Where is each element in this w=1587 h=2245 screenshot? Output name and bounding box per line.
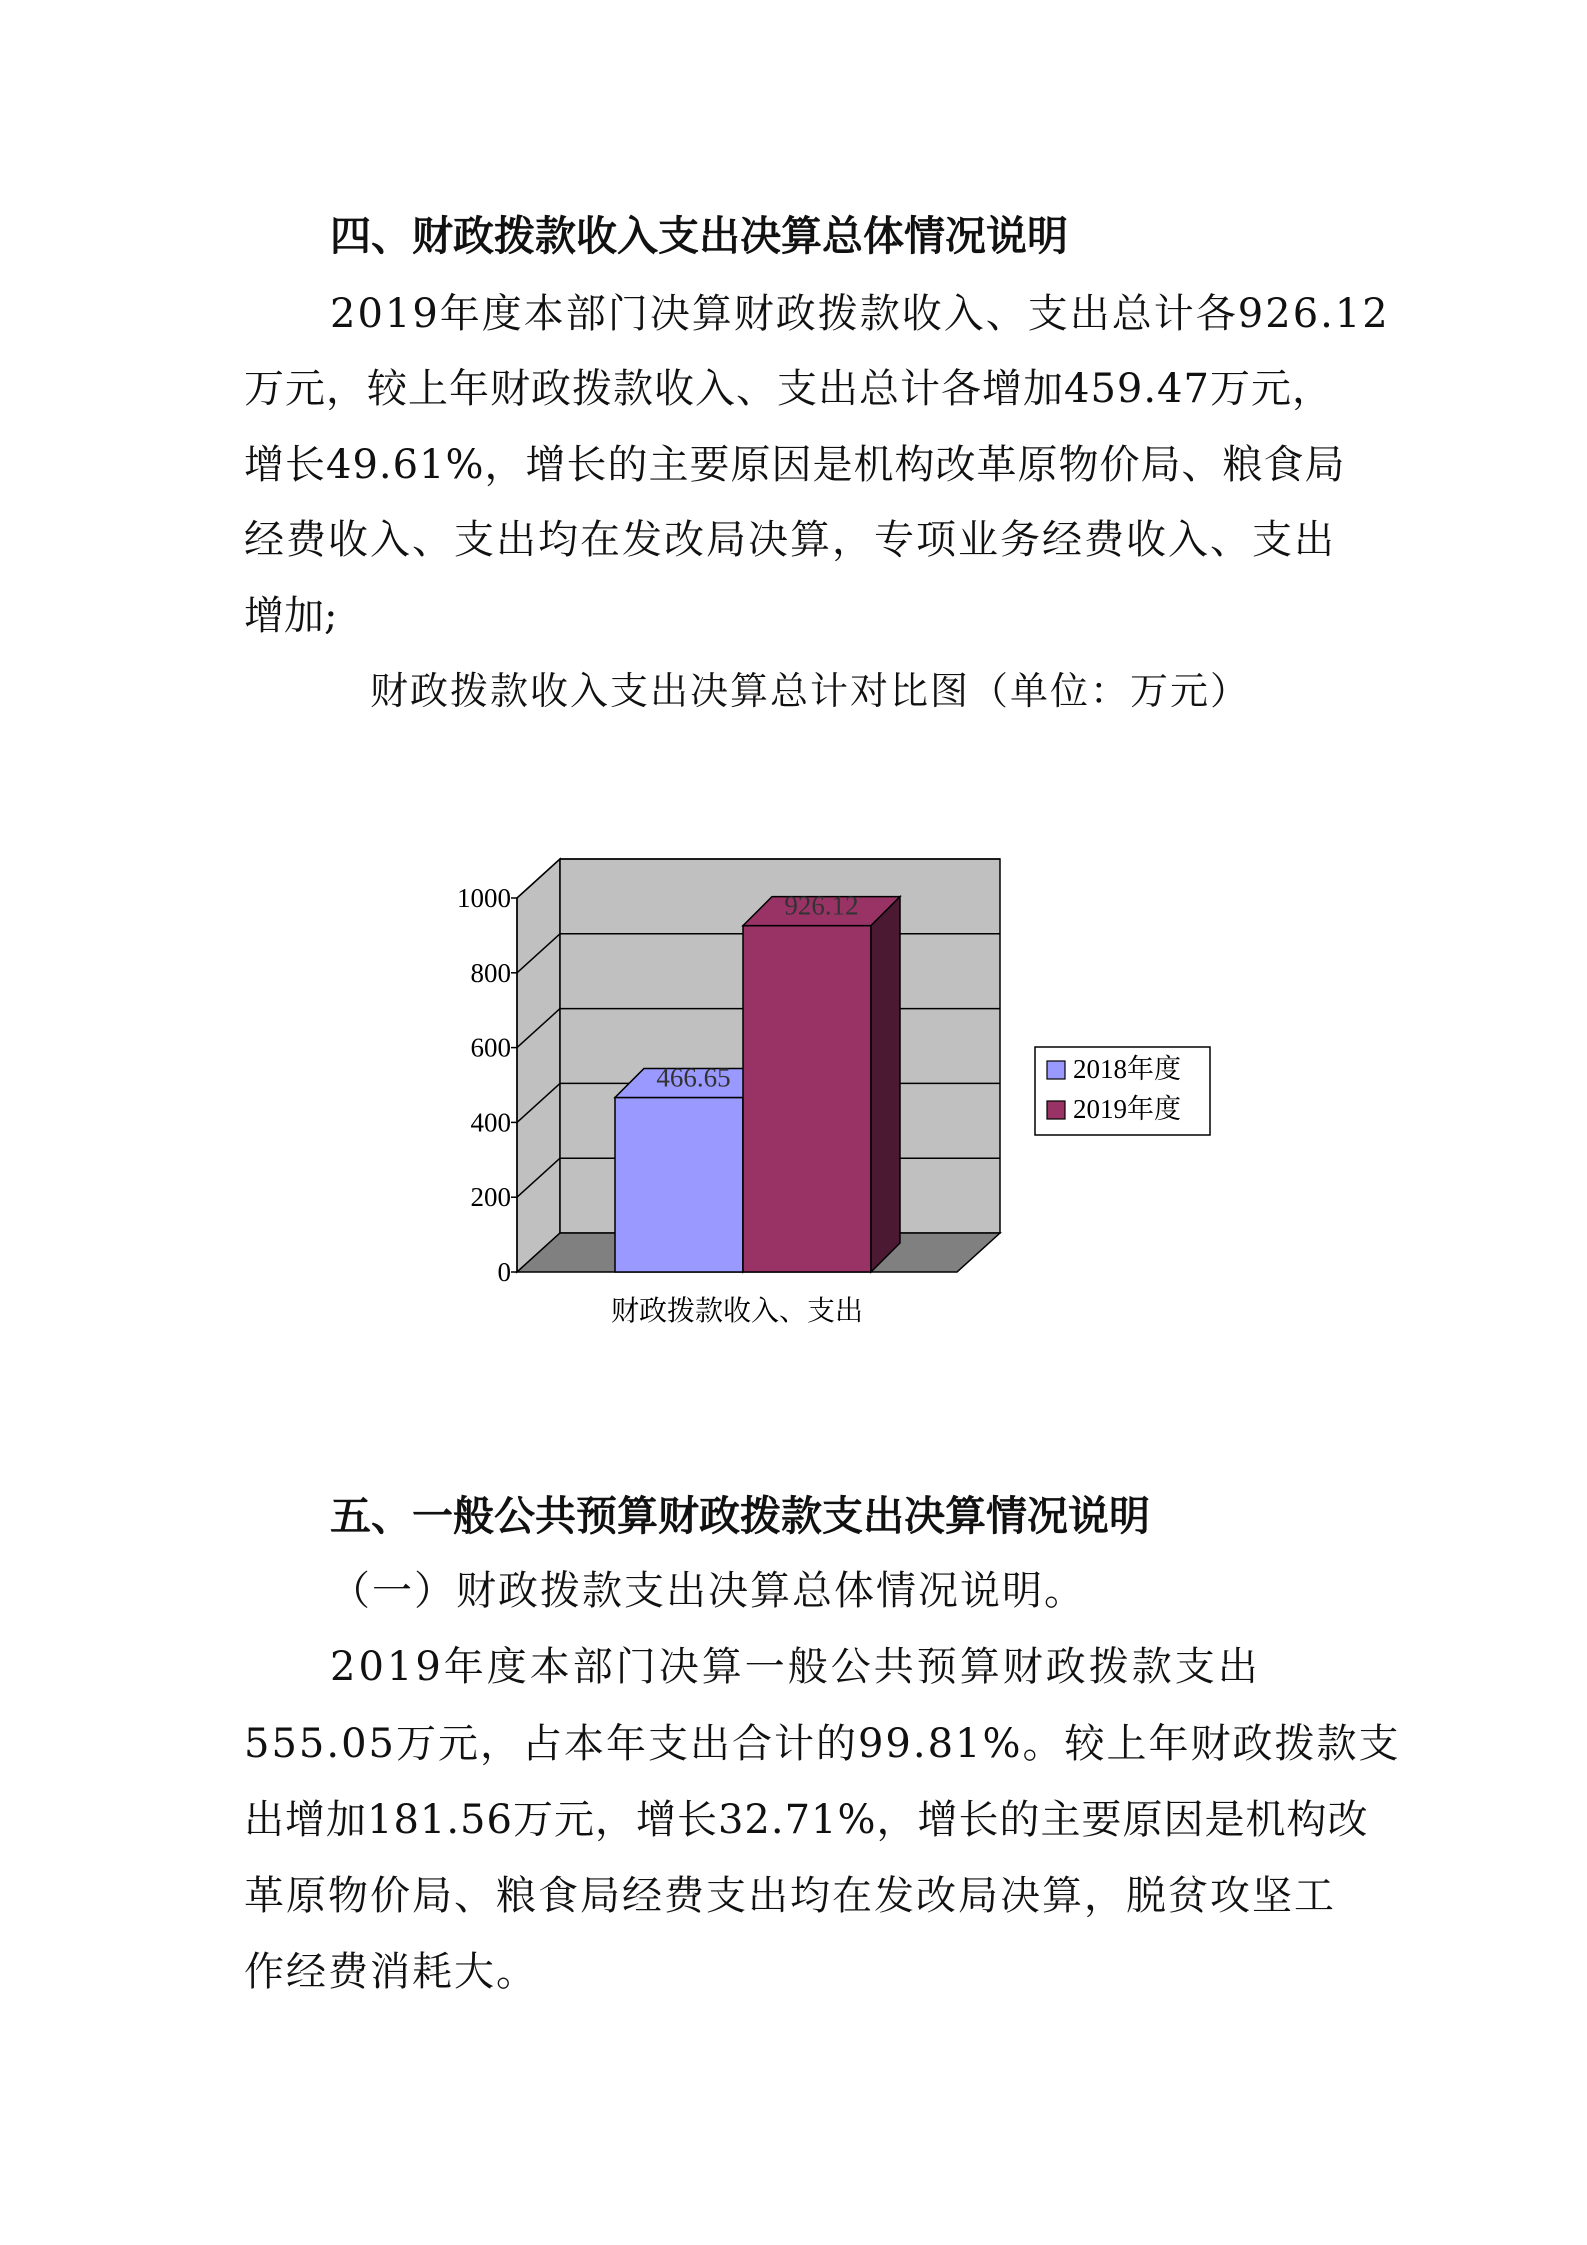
- section5-paragraph-line: 作经费消耗大。: [244, 1949, 538, 1995]
- section4-heading: 四、财政拨款收入支出决算总体情况说明: [330, 212, 1068, 260]
- y-tick-label: 200: [470, 1182, 511, 1213]
- legend-label: 2019年度: [1073, 1094, 1181, 1124]
- chart-side-wall: [517, 859, 560, 1272]
- bar-front: [615, 1097, 743, 1272]
- x-category-label: 财政拨款收入、支出: [610, 1296, 864, 1327]
- y-tick-label: 800: [470, 957, 511, 988]
- legend-label: 2018年度: [1073, 1054, 1181, 1084]
- bar-front: [743, 926, 871, 1272]
- legend-swatch: [1047, 1061, 1065, 1079]
- section4-paragraph-line: 2019年度本部门决算财政拨款收入、支出总计各926.12: [330, 291, 1390, 337]
- chart-caption: 财政拨款收入支出决算总计对比图（单位：万元）: [370, 669, 1251, 713]
- section5-paragraph-line: 出增加181.56万元，增长32.71%，增长的主要原因是机构改: [244, 1797, 1369, 1843]
- y-tick-label: 600: [470, 1032, 511, 1063]
- section5-subheading: （一）财政拨款支出决算总体情况说明。: [330, 1568, 1086, 1614]
- y-tick-label: 400: [470, 1107, 511, 1138]
- bar-side-shade: [871, 897, 900, 1272]
- bar-chart: [440, 830, 1240, 1330]
- section4-paragraph-line: 增加;: [244, 593, 338, 639]
- section4-paragraph-line: 增长49.61%，增长的主要原因是机构改革原物价局、粮食局: [244, 442, 1346, 488]
- bar-data-label: 926.12: [784, 890, 859, 921]
- y-tick-label: 0: [497, 1257, 511, 1287]
- section5-paragraph-line: 2019年度本部门决算一般公共预算财政拨款支出: [330, 1644, 1261, 1690]
- section5-paragraph-line: 革原物价局、粮食局经费支出均在发改局决算，脱贫攻坚工: [244, 1873, 1336, 1919]
- legend-swatch: [1047, 1101, 1065, 1119]
- section5-heading: 五、一般公共预算财政拨款支出决算情况说明: [330, 1492, 1150, 1540]
- chart-legend: [1035, 1047, 1210, 1135]
- bar-data-label: 466.65: [656, 1062, 731, 1093]
- section5-paragraph-line: 555.05万元，占本年支出合计的99.81%。较上年财政拨款支: [244, 1721, 1401, 1767]
- section4-paragraph-line: 万元，较上年财政拨款收入、支出总计各增加459.47万元，: [244, 366, 1333, 412]
- section4-paragraph-line: 经费收入、支出均在发改局决算，专项业务经费收入、支出: [244, 517, 1336, 563]
- y-tick-label: 1000: [457, 883, 511, 913]
